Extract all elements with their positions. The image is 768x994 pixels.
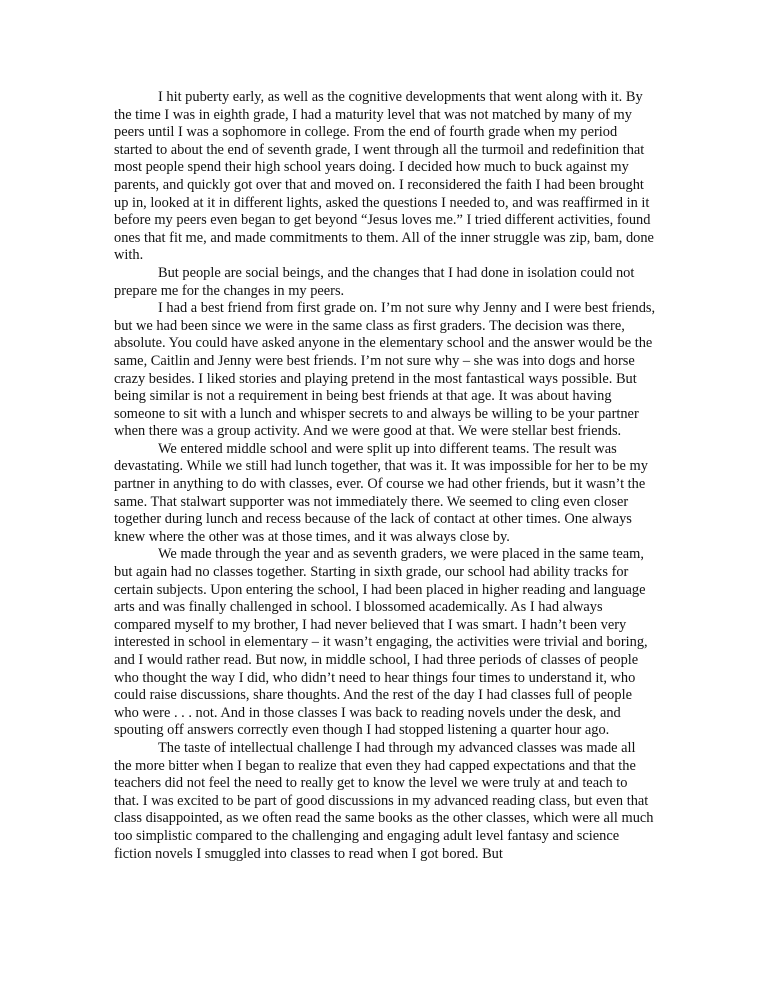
paragraph-middle-school: We entered middle school and were split up into different teams. The result was devastating. While we still had lunch together, that was it. It was impossible for her to be my partner in anything to do with classes, ever. Of course we had other friends, but it wasn’t the same. That stalwart supporter was not immediately there. We seemed to cling even closer together during lunch and recess because of the lack of contact at other times. One always knew where the other was at those times, and it was always close by. [114, 440, 648, 545]
document-page [114, 89, 656, 863]
paragraph-social-beings: But people are social beings, and the changes that I had done in isolation could not prepare me for the changes in my peers. [114, 264, 635, 299]
paragraph-intellectual-challenge: The taste of intellectual challenge I had through my advanced classes was made all the more bitter when I began to realize that even they had capped expectations and that the teachers did not feel the need to really get to know the level we were truly at and teach to that. I was excited to be part of good discussions in my advanced reading class, but even that class disappointed, as we often read the same books as the other classes, which were all much too simplistic compared to the challenging and engaging adult level fantasy and science fiction novels I smuggled into classes to read when I got bored. But [114, 739, 654, 862]
paragraph-best-friend: I had a best friend from first grade on. I’m not sure why Jenny and I were best friends, but we had been since we were in the same class as first graders. The decision was there, absolute. You could have asked anyone in the elementary school and the answer would be the same, Caitlin and Jenny were best friends. I’m not sure why – she was into dogs and horse crazy besides. I liked stories and playing pretend in the most fantastical ways possible. But being similar is not a requirement in being best friends at that age. It was about having someone to sit with a lunch and whisper secrets to and always be willing to be your partner when there was a group activity. And we were good at that. We were stellar best friends. [114, 300, 656, 440]
paragraph-puberty: I hit puberty early, as well as the cognitive developments that went along with it. By the time I was in eighth grade, I had a maturity level that was not matched by many of my peers until I was a sophomore in college. From the end of fourth grade when my period started to about the end of seventh grade, I went through all the turmoil and redefinition that most people spend their high school years doing. I decided how much to buck against my parents, and quickly got over that and moved on. I reconsidered the faith I had been brought up in, looked at it in different lights, asked the questions I needed to, and was reaffirmed in it before my peers even began to get beyond “Jesus loves me.” I tried different activities, found ones that fit me, and made commitments to them. All of the inner struggle was zip, bam, done with. [114, 89, 654, 264]
paragraph-seventh-grade: We made through the year and as seventh graders, we were placed in the same team, but again had no classes together. Starting in sixth grade, our school had ability tracks for certain subjects. Upon entering the school, I had been placed in higher reading and language arts and was finally challenged in school. I blossomed academically. As I had always compared myself to my brother, I had never believed that I was smart. I hadn’t been very interested in school in elementary – it wasn’t engaging, the activities were trivial and boring, and I would rather read. But now, in middle school, I had three periods of classes of people who thought the way I did, who didn’t need to hear things four times to understand it, who could raise discussions, share thoughts. And the rest of the day I had classes full of people who were . . . not. And in those classes I was back to reading novels under the desk, and spouting off answers correctly even though I had stopped listening a quarter hour ago. [114, 546, 648, 739]
